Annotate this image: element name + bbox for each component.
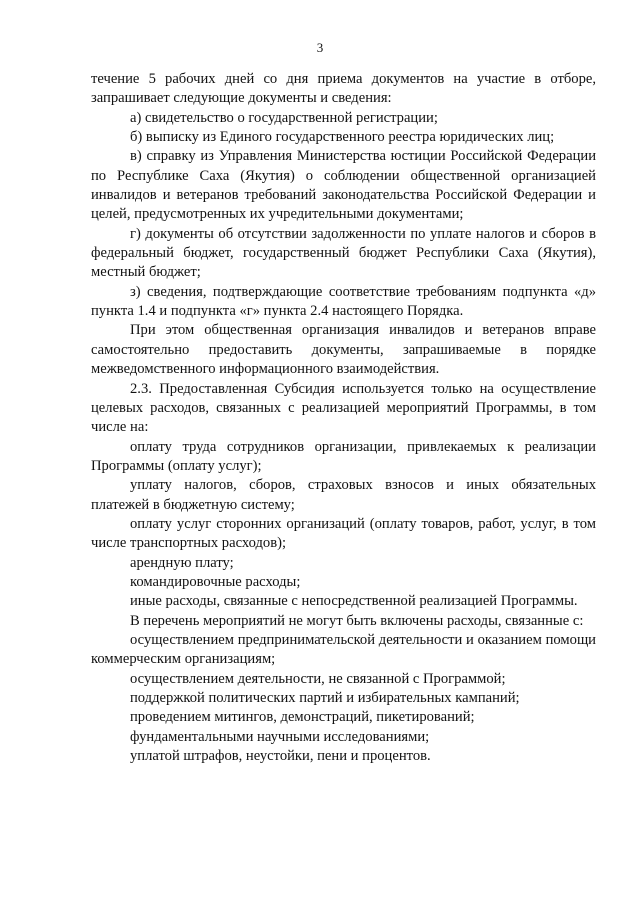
exclusion-item-political: поддержкой политических партий и избирательных кампаний; — [130, 690, 520, 706]
list-item-v: в) справку из Управления Министерства юстиции Российской Федерации по Республике Саха (Якутия) о соблюдении общественной организацией инвалидов и ветеранов требований законодательства Российской Федерации и целей, предусмотренных их учредительными документами; — [91, 148, 596, 223]
expense-item-services: оплату услуг сторонних организаций (оплату товаров, работ, услуг, в том числе транспортных расходов); — [91, 515, 596, 552]
exclusion-item-rallies: проведением митингов, демонстраций, пикетирований; — [130, 709, 475, 726]
list-item-a: а) свидетельство о государственной регистрации; — [130, 109, 438, 126]
exclusion-item-business: осуществлением предпринимательской деятельности и оказанием помощи коммерческим организациям; — [91, 631, 596, 668]
list-item-b: б) выписку из Единого государственного реестра юридических лиц; — [130, 129, 555, 146]
paragraph-note: При этом общественная организация инвалидов и ветеранов вправе самостоятельно предоставить документы, запрашиваемые в порядке межведомственного информационного взаимодействия. — [91, 322, 596, 378]
paragraph-2-3: 2.3. Предоставленная Субсидия используется только на осуществление целевых расходов, связанных с реализацией мероприятий Программы, в том числе на: — [91, 380, 596, 436]
page-number: 3 — [316, 40, 324, 55]
list-item-z: з) сведения, подтверждающие соответствие требованиям подпункта «д» пункта 1.4 и подпункта «г» пункта 2.4 настоящего Порядка. — [91, 283, 596, 320]
expense-item-rent: арендную плату; — [130, 554, 234, 571]
expense-item-salary: оплату труда сотрудников организации, привлекаемых к реализации Программы (оплату услуг); — [91, 438, 596, 474]
list-item-g: г) документы об отсутствии задолженности по уплате налогов и сборов в федеральный бюджет, государственный бюджет Республики Саха (Якутия), местный бюджет; — [91, 225, 596, 281]
paragraph-exclusions: В перечень мероприятий не могут быть включены расходы, связанные с: — [130, 612, 584, 629]
paragraph-continuation: течение 5 рабочих дней со дня приема документов на участие в отборе, запрашивает следующие документы и сведения: — [91, 71, 596, 107]
expense-item-taxes: уплату налогов, сборов, страховых взносов и иных обязательных платежей в бюджетную систему; — [91, 477, 596, 513]
exclusion-item-research: фундаментальными научными исследованиями; — [130, 728, 430, 745]
expense-item-travel: командировочные расходы; — [130, 573, 301, 590]
exclusion-item-fines: уплатой штрафов, неустойки, пени и процентов. — [130, 748, 431, 765]
exclusion-item-unrelated: осуществлением деятельности, не связанной с Программой; — [130, 670, 506, 687]
document-body — [91, 70, 596, 766]
expense-item-other: иные расходы, связанные с непосредственной реализацией Программы. — [130, 593, 578, 610]
